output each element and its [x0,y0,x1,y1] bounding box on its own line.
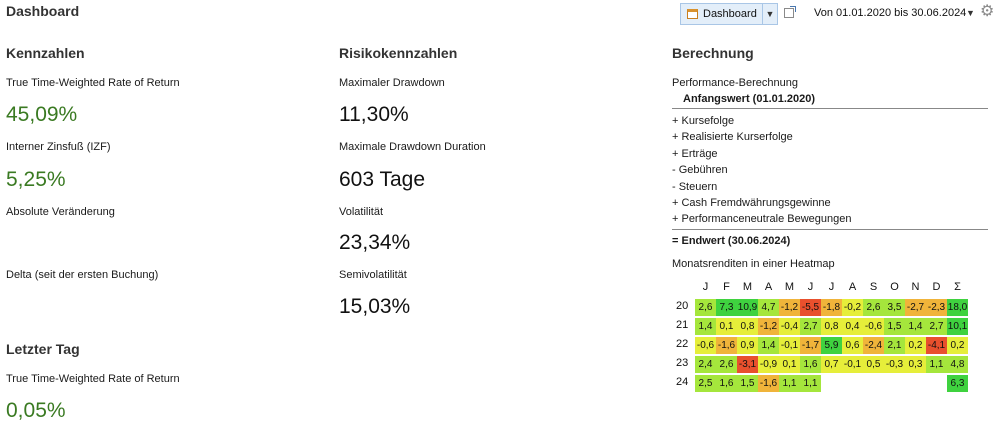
heatmap-cell: 0,2 [905,337,926,354]
heatmap-column-header: J [807,281,814,293]
heatmap-column-header: D [932,281,941,293]
calc-item-neutral-movements: + Performanceneutrale Bewegungen [672,213,852,225]
heatmap-cell: 7,3 [716,299,737,316]
calc-item-realized-gains: + Realisierte Kurserfolge [672,131,793,143]
heatmap-cell: 2,5 [695,375,716,392]
heatmap-cell: -1,2 [779,299,800,316]
heatmap-cell: 10,1 [947,318,968,335]
gear-icon[interactable]: ⚙ [980,3,995,20]
heatmap-cell: 2,6 [716,356,737,373]
heatmap-cell: 0,7 [821,356,842,373]
heatmap-cell: 2,6 [695,299,716,316]
heatmap-column-header: O [890,281,899,293]
izf-value: 5,25% [6,168,66,191]
heatmap-column-header: M [742,281,753,293]
heatmap-cell: 1,4 [758,337,779,354]
heatmap-cell: 0,4 [842,318,863,335]
heatmap-cell: 4,7 [758,299,779,316]
heatmap-cell: -5,5 [800,299,821,316]
heatmap-column-header: M [784,281,795,293]
heatmap-cell: -1,7 [800,337,821,354]
heatmap-cell: -0,2 [842,299,863,316]
heatmap-cell: 0,1 [716,318,737,335]
heatmap-cell: 0,1 [779,356,800,373]
heatmap-year-label: 22 [676,338,689,350]
heatmap-cell: -0,6 [695,337,716,354]
heatmap-cell: 0,2 [947,337,968,354]
heatmap-cell: -0,9 [758,356,779,373]
calendar-icon [687,9,698,19]
heatmap-cell: 1,5 [737,375,758,392]
divider [672,229,988,230]
max-drawdown-label: Maximaler Drawdown [339,77,445,89]
heatmap-year-label: 20 [676,300,689,312]
end-value-row: = Endwert (30.06.2024) [672,235,791,247]
heatmap-cell: 18,0 [947,299,968,316]
max-drawdown-duration-label: Maximale Drawdown Duration [339,141,486,153]
section-title-risikokennzahlen: Risikokennzahlen [339,45,458,61]
heatmap-cell: 0,8 [737,318,758,335]
heatmap-cell: 2,4 [695,356,716,373]
delta-label: Delta (seit der ersten Buchung) [6,269,159,281]
heatmap-column-header: J [828,281,835,293]
heatmap-column-header: A [764,281,773,293]
izf-label: Interner Zinsfuß (IZF) [6,141,111,153]
last-day-ttwror-label: True Time-Weighted Rate of Return [6,373,180,385]
heatmap-cell: -0,6 [863,318,884,335]
heatmap-cell: 2,6 [863,299,884,316]
section-title-letzter-tag: Letzter Tag [6,341,80,357]
heatmap-cell: 2,7 [800,318,821,335]
heatmap-column-header: A [848,281,857,293]
heatmap-cell: 2,1 [884,337,905,354]
heatmap-cell: -1,2 [758,318,779,335]
max-drawdown-duration-value: 603 Tage [339,168,426,191]
heatmap-cell: 5,9 [821,337,842,354]
heatmap-cell: 1,1 [800,375,821,392]
heatmap-cell: 2,7 [926,318,947,335]
ttwror-value: 45,09% [6,103,78,126]
heatmap-year-label: 23 [676,357,689,369]
chevron-down-icon[interactable]: ▼ [765,9,775,19]
page-title: Dashboard [6,3,80,19]
divider [672,108,988,109]
export-icon[interactable] [784,8,794,18]
heatmap-cell: 1,6 [716,375,737,392]
last-day-ttwror-value: 0,05% [6,399,66,422]
calc-item-kursefolge: + Kursefolge [672,115,735,127]
heatmap-cell: 1,4 [695,318,716,335]
calc-item-currency-gains: + Cash Fremdwährungsgewinne [672,197,831,209]
heatmap-cell: 0,9 [737,337,758,354]
volatility-value: 23,34% [339,231,411,254]
date-range-selector[interactable]: Von 01.01.2020 bis 30.06.2024 [814,7,967,19]
heatmap-year-label: 24 [676,376,689,388]
dashboard-selector-label: Dashboard [703,8,757,20]
semivolatility-value: 15,03% [339,295,411,318]
heatmap-column-header: S [869,281,878,293]
heatmap-cell: -0,1 [842,356,863,373]
heatmap-cell: -0,3 [884,356,905,373]
heatmap-cell: 0,5 [863,356,884,373]
max-drawdown-value: 11,30% [339,103,409,126]
heatmap-cell: 10,9 [737,299,758,316]
section-title-berechnung: Berechnung [672,45,754,61]
heatmap-column-header: J [702,281,709,293]
heatmap-label: Monatsrenditen in einer Heatmap [672,258,835,270]
heatmap-cell: -1,8 [821,299,842,316]
heatmap-cell: -0,4 [779,318,800,335]
heatmap-cell: -2,4 [863,337,884,354]
absolute-change-label: Absolute Veränderung [6,206,115,218]
section-title-kennzahlen: Kennzahlen [6,45,85,61]
heatmap-column-header: Σ [954,281,961,293]
heatmap-cell: -4,1 [926,337,947,354]
heatmap-column-header: F [723,281,730,293]
heatmap-cell: -1,6 [758,375,779,392]
performance-calculation-label: Performance-Berechnung [672,77,798,89]
heatmap-cell: 3,5 [884,299,905,316]
heatmap-cell: 1,5 [884,318,905,335]
heatmap-year-label: 21 [676,319,689,331]
heatmap-cell: 1,6 [800,356,821,373]
heatmap-cell: 1,1 [779,375,800,392]
chevron-down-icon[interactable]: ▼ [966,8,975,18]
initial-value-row: Anfangswert (01.01.2020) [683,93,816,105]
calc-item-taxes: - Steuern [672,181,718,193]
ttwror-label: True Time-Weighted Rate of Return [6,77,180,89]
heatmap-cell: -3,1 [737,356,758,373]
heatmap-column-header: N [911,281,920,293]
heatmap-cell: -0,1 [779,337,800,354]
heatmap-cell: -2,7 [905,299,926,316]
calc-item-fees: - Gebühren [672,164,728,176]
heatmap-cell: -2,3 [926,299,947,316]
heatmap-cell: -1,6 [716,337,737,354]
heatmap-cell: 0,3 [905,356,926,373]
semivolatility-label: Semivolatilität [339,269,407,281]
heatmap-cell: 0,8 [821,318,842,335]
heatmap-cell: 4,8 [947,356,968,373]
calc-item-earnings: + Erträge [672,148,718,160]
heatmap-cell: 0,6 [842,337,863,354]
volatility-label: Volatilität [339,206,384,218]
heatmap-cell: 1,4 [905,318,926,335]
heatmap-cell: 1,1 [926,356,947,373]
dashboard-selector-button[interactable] [680,3,778,25]
heatmap-cell: 6,3 [947,375,968,392]
